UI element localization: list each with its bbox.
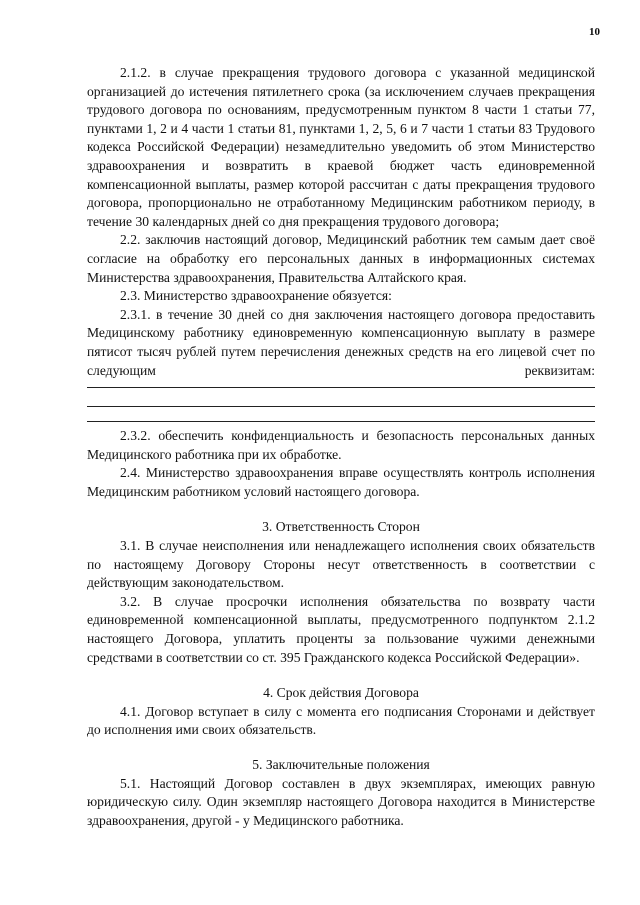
clause-4-1: 4.1. Договор вступает в силу с момента его подписания Сторонами и действует до исполнения ими своих обязательств. [87,703,595,738]
requisites-blank-line-1 [87,387,595,388]
page-number: 10 [589,26,600,38]
section-4-heading: 4. Срок действия Договора [263,685,419,701]
clause-2-1-2: 2.1.2. в случае прекращения трудового договора с указанной медицинской организацией до истечения пятилетнего срока (за исключением случаев прекращения трудового договора по основаниям, предусмотренным пунктом 8 части 1 статьи 77, пунктами 1, 2 и 4 части 1 статьи 81, пунктами 1, 2, 5, 6 и 7 части 1 статьи 83 Трудового кодекса Российской Федерации) незамедлительно уведомить об этом Министерство здравоохранения и возвратить в краевой бюджет часть единовременной компенсационной выплаты, размер которой рассчитан с даты прекращения трудового договора, пропорционально не отработанному Медицинским работником периоду, в течение 30 календарных дней со дня прекращения трудового договора; [87,65,595,229]
requisites-blank-line-2 [87,406,595,407]
section-5-heading: 5. Заключительные положения [252,757,430,772]
section-3-heading: 3. Ответственность Сторон [262,519,420,535]
clause-2-2: 2.2. заключив настоящий договор, Медицинский работник тем самым дает своё согласие на обработку его персональных данных в информационных системах Министерства здравоохранения, Правительства Алтайского края. [87,232,595,285]
document-body [87,64,595,830]
clause-2-3-1: 2.3.1. в течение 30 дней со дня заключения настоящего договора предоставить Медицинскому работнику единовременную компенсационную выплату в размере пятисот тысяч рублей путем перечисления денежных средств на его лицевой счет по следующим реквизитам: [87,306,595,378]
requisites-blank-line-3 [87,421,595,422]
clause-2-4: 2.4. Министерство здравоохранения вправе осуществлять контроль исполнения Медицинским работником условий настоящего договора. [87,465,595,499]
clause-2-3: 2.3. Министерство здравоохранение обязуется: [120,288,392,304]
clause-5-1: 5.1. Настоящий Договор составлен в двух экземплярах, имеющих равную юридическую силу. Один экземпляр настоящего Договора находится в Министерстве здравоохранения, другой - у Медицинского работника. [87,775,595,828]
clause-3-2: 3.2. В случае просрочки исполнения обязательства по возврату части единовременной компенсационной выплаты, предусмотренного подпунктом 2.1.2 настоящего Договора, уплатить проценты за пользование чужими денежными средствами в соответствии со ст. 395 Гражданского кодекса Российской Федерации». [87,593,595,665]
clause-2-3-2: 2.3.2. обеспечить конфиденциальность и безопасность персональных данных Медицинского работника при их обработке. [87,428,595,462]
clause-3-1: 3.1. В случае неисполнения или ненадлежащего исполнения своих обязательств по настоящему Договору Стороны несут ответственность в соответствии с действующим законодательством. [87,538,595,591]
